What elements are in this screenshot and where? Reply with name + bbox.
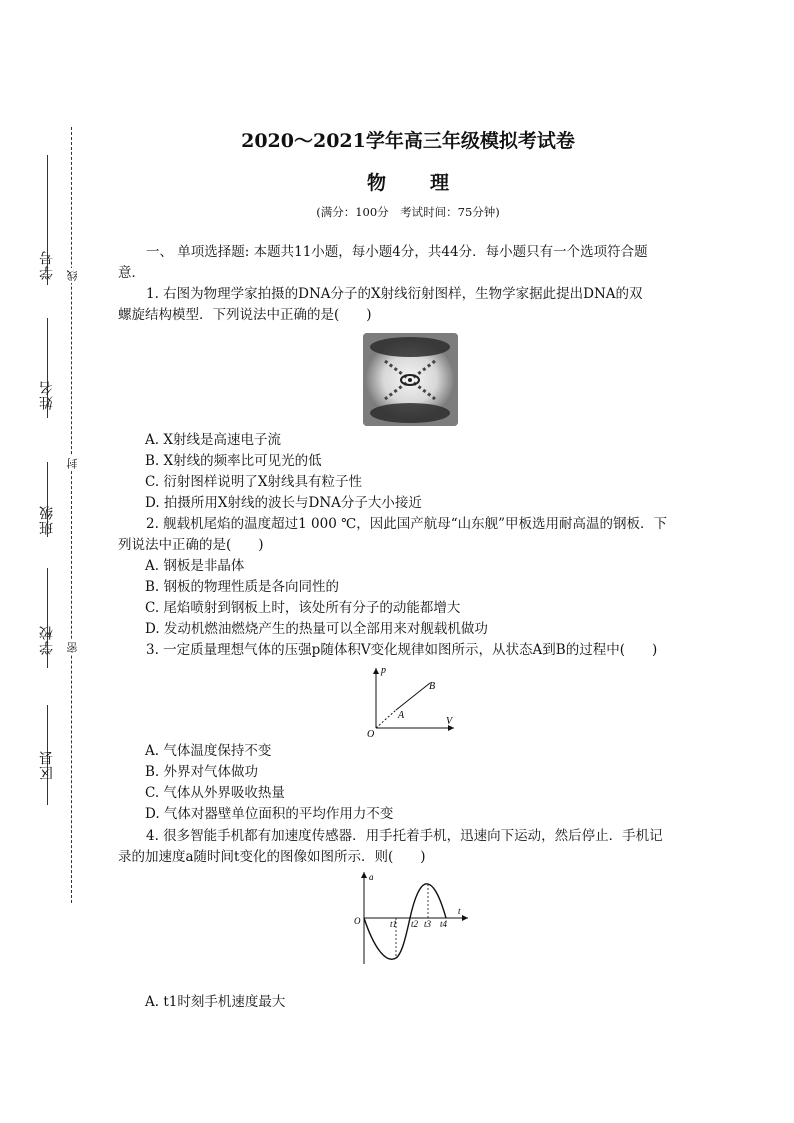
cut-secret-label: 密 xyxy=(66,642,79,653)
district-label: 区县 xyxy=(39,750,55,780)
q3-axis-v-label: V xyxy=(446,716,453,727)
q3-option-b: B. 外界对气体做功 xyxy=(145,764,259,780)
q2-option-c: C. 尾焰喷射到钢板上时，该处所有分子的动能都增大 xyxy=(145,600,461,616)
q4-t1-label: t1 xyxy=(390,919,398,929)
dna-diffraction-image xyxy=(363,333,458,426)
q3-option-a: A. 气体温度保持不变 xyxy=(145,743,272,759)
q1-option-d: D. 拍摄所用X射线的波长与DNA分子大小接近 xyxy=(145,495,422,511)
q4-t3-label: t3 xyxy=(424,919,432,929)
exam-info: (满分：100分 考试时间：75分钟) xyxy=(316,205,500,219)
cut-line-label: 线 xyxy=(66,270,79,281)
q1-option-c: C. 衍射图样说明了X射线具有粒子性 xyxy=(145,474,363,490)
student-id-label: 学号 xyxy=(39,250,55,280)
q3-option-c: C. 气体从外界吸收热量 xyxy=(145,785,285,801)
q3-point-a-label: A xyxy=(398,710,405,721)
class-label: 班级 xyxy=(39,505,55,535)
q4-stem-line1: 4. 很多智能手机都有加速度传感器．用手托着手机，迅速向下运动，然后停止．手机记 xyxy=(146,828,663,844)
q4-axis-t-label: t xyxy=(458,906,461,916)
subject-title: 物理 xyxy=(366,172,493,194)
q4-stem-line2: 录的加速度a随时间t变化的图像如图所示．则( ) xyxy=(118,849,426,865)
q2-option-a: A. 钢板是非晶体 xyxy=(145,558,245,574)
section-heading-line1: 一、 单项选择题: 本题共11小题，每小题4分，共44分．每小题只有一个选项符合题 xyxy=(146,244,648,260)
q3-point-b-label: B xyxy=(429,681,436,692)
cut-seal-label: 封 xyxy=(66,458,79,469)
q2-stem-line2: 列说法中正确的是( ) xyxy=(118,537,264,553)
binding-margin xyxy=(0,0,110,1123)
q4-t2-label: t2 xyxy=(411,919,419,929)
q1-option-a: A. X射线是高速电子流 xyxy=(145,432,281,448)
q4-at-graph xyxy=(350,868,472,968)
q3-pv-graph xyxy=(362,662,462,740)
name-label: 姓名 xyxy=(39,380,55,410)
q4-option-a: A. t1时刻手机速度最大 xyxy=(145,994,286,1010)
q2-option-b: B. 钢板的物理性质是各向同性的 xyxy=(145,579,340,595)
exam-title: 2020～2021学年高三年级模拟考试卷 xyxy=(241,130,575,152)
q1-stem-line1: 1. 右图为物理学家拍摄的DNA分子的X射线衍射图样，生物学家据此提出DNA的双 xyxy=(146,286,643,302)
q2-stem-line1: 2. 舰载机尾焰的温度超过1 000 ℃，因此国产航母“山东舰”甲板选用耐高温的钢板．下 xyxy=(146,516,668,532)
q2-option-d: D. 发动机燃油燃烧产生的热量可以全部用来对舰载机做功 xyxy=(145,621,488,637)
q4-axis-a-label: a xyxy=(369,872,374,882)
q4-origin-label: O xyxy=(354,916,361,926)
q3-axis-p-label: p xyxy=(381,665,386,676)
q3-option-d: D. 气体对器壁单位面积的平均作用力不变 xyxy=(145,806,394,822)
section-heading-line2: 意． xyxy=(118,265,145,281)
cut-dashed-line xyxy=(71,127,72,903)
q1-option-b: B. X射线的频率比可见光的低 xyxy=(145,453,322,469)
q1-stem-line2: 螺旋结构模型．下列说法中正确的是( ) xyxy=(118,307,372,323)
q4-t4-label: t4 xyxy=(440,919,448,929)
school-label: 学校 xyxy=(39,625,55,655)
q3-origin-label: O xyxy=(367,729,375,740)
q3-stem: 3. 一定质量理想气体的压强p随体积V变化规律如图所示，从状态A到B的过程中( ) xyxy=(146,642,658,658)
